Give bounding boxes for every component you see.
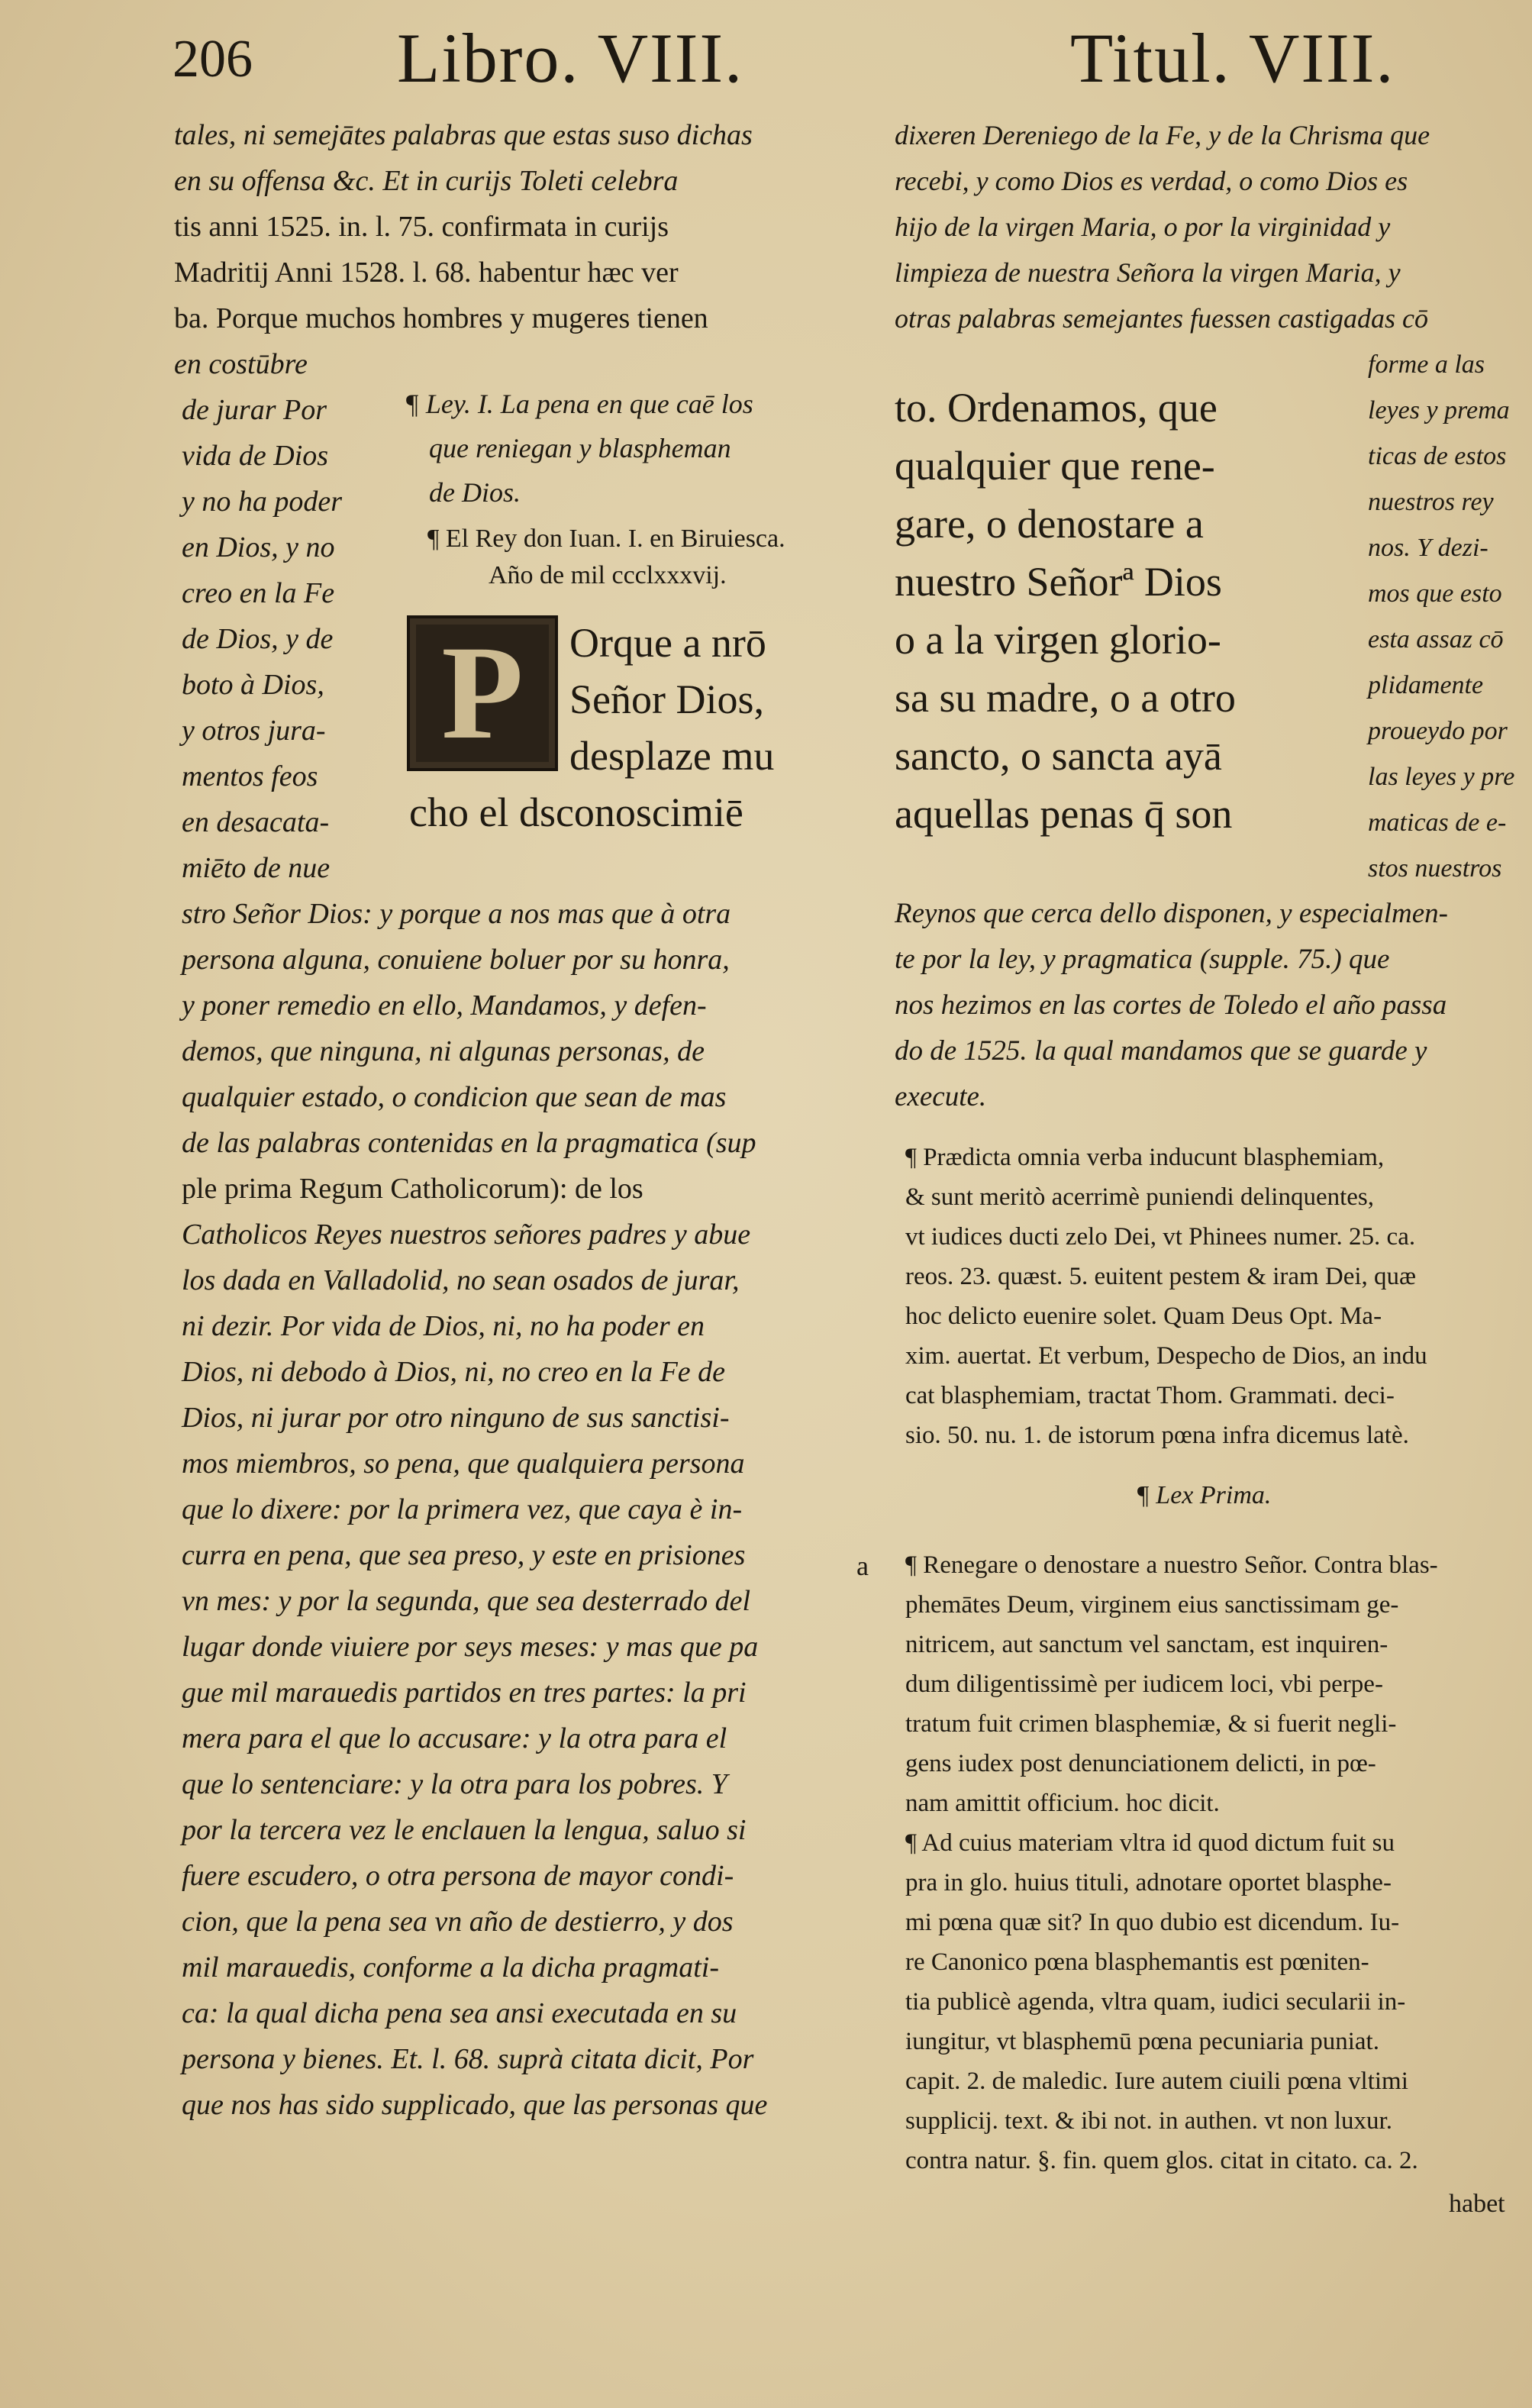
commentary-line: pra in glo. huius tituli, adnotare oportet blasphe- bbox=[905, 1869, 1392, 1896]
drop-cap bbox=[407, 615, 558, 771]
side-line: y otros jura- bbox=[182, 715, 326, 747]
opening-line: Señor Dios, bbox=[569, 676, 764, 722]
commentary-line: tratum fuit crimen blasphemiæ, & si fuerit negli- bbox=[905, 1710, 1397, 1738]
body-line: qualquier estado, o condicion que sean de mas bbox=[182, 1081, 727, 1113]
side-line: de Dios, y de bbox=[182, 623, 334, 655]
commentary-line: tia publicè agenda, vltra quam, iudici secularii in- bbox=[905, 1988, 1406, 2016]
margin-note-line: las leyes y pre bbox=[1368, 763, 1515, 791]
text-line: otras palabras semejantes fuessen castigadas cō bbox=[895, 303, 1428, 334]
margin-note-line: forme a las bbox=[1368, 350, 1485, 379]
body-line: Dios, ni jurar por otro ninguno de sus sanctisi- bbox=[182, 1402, 730, 1434]
side-line: en Dios, y no bbox=[182, 531, 335, 563]
commentary-line: nam amittit officium. hoc dicit. bbox=[905, 1790, 1220, 1817]
margin-note-line: maticas de e- bbox=[1368, 809, 1507, 837]
commentary-line: re Canonico pœna blasphemantis est pœniten- bbox=[905, 1948, 1369, 1976]
commentary-line: xim. auertat. Et verbum, Despecho de Dios, an indu bbox=[905, 1342, 1427, 1370]
law-title-line: de Dios. bbox=[429, 477, 521, 508]
body-line: mera para el que lo accusare: y la otra para el bbox=[182, 1722, 727, 1754]
body-line: que nos has sido supplicado, que las personas que bbox=[182, 2089, 768, 2121]
body-line: ni dezir. Por vida de Dios, ni, no ha poder en bbox=[182, 1310, 705, 1342]
commentary-line: mi pœna quæ sit? In quo dubio est dicendum. Iu- bbox=[905, 1909, 1400, 1936]
margin-note-line: stos nuestros bbox=[1368, 854, 1502, 883]
king-note-line: ¶ El Rey don Iuan. I. en Biruiesca. bbox=[427, 525, 785, 553]
commentary-line: dum diligentissimè per iudicem loci, vbi perpe- bbox=[905, 1670, 1383, 1698]
commentary-line: capit. 2. de maledic. Iure autem ciuili pœna vltimi bbox=[905, 2067, 1408, 2095]
king-note-line: Año de mil ccclxxxvij. bbox=[489, 561, 727, 589]
margin-note-line: esta assaz cō bbox=[1368, 625, 1504, 654]
commentary-line: contra natur. §. fin. quem glos. citat in citato. ca. 2. bbox=[905, 2147, 1418, 2174]
body-line: que lo sentenciare: y la otra para los pobres. Y bbox=[182, 1768, 727, 1800]
text-line: nos hezimos en las cortes de Toledo el año passa bbox=[895, 989, 1447, 1021]
body-line: fuere escudero, o otra persona de mayor condi- bbox=[182, 1860, 734, 1892]
large-line: to. Ordenamos, que bbox=[895, 385, 1218, 431]
commentary-line: iungitur, vt blasphemū pœna pecuniaria puniat. bbox=[905, 2028, 1379, 2055]
body-line: que lo dixere: por la primera vez, que caya è in- bbox=[182, 1493, 743, 1525]
text-line: hijo de la virgen Maria, o por la virginidad y bbox=[895, 211, 1391, 242]
commentary-line: & sunt meritò acerrimè puniendi delinquentes, bbox=[905, 1183, 1374, 1211]
margin-note-line: plidamente bbox=[1368, 671, 1484, 699]
commentary-line: supplicij. text. & ibi not. in authen. vt non luxur. bbox=[905, 2107, 1392, 2135]
side-line: mentos feos bbox=[182, 760, 318, 792]
running-head-left: Libro. VIII. bbox=[397, 19, 744, 97]
text-line: dixeren Dereniego de la Fe, y de la Chrisma que bbox=[895, 120, 1430, 150]
side-line: creo en la Fe bbox=[182, 577, 335, 609]
text-line: recebi, y como Dios es verdad, o como Dios es bbox=[895, 166, 1408, 196]
body-line: gue mil marauedis partidos en tres partes: la pri bbox=[182, 1677, 747, 1709]
side-line: vida de Dios bbox=[182, 440, 329, 472]
text-line: Reynos que cerca dello disponen, y especialmen- bbox=[895, 898, 1449, 929]
large-line: qualquier que rene- bbox=[895, 443, 1215, 489]
body-line: y poner remedio en ello, Mandamos, y defen- bbox=[182, 989, 707, 1022]
commentary-line: nitricem, aut sanctum vel sanctam, est inquiren- bbox=[905, 1631, 1388, 1658]
body-line: persona y bienes. Et. l. 68. suprà citata dicit, Por bbox=[182, 2043, 754, 2075]
body-line: los dada en Valladolid, no sean osados de jurar, bbox=[182, 1264, 740, 1296]
side-line: de jurar Por bbox=[182, 394, 327, 426]
text-line: do de 1525. la qual mandamos que se guarde y bbox=[895, 1035, 1427, 1067]
body-line: mil marauedis, conforme a la dicha pragmati- bbox=[182, 1951, 720, 1984]
body-line: mos miembros, so pena, que qualquiera persona bbox=[182, 1448, 745, 1480]
body-line: vn mes: y por la segunda, que sea desterrado del bbox=[182, 1585, 751, 1617]
body-line: ca: la qual dicha pena sea ansi executada en su bbox=[182, 1997, 737, 2029]
commentary-line: sio. 50. nu. 1. de istorum pœna infra dicemus latè. bbox=[905, 1422, 1409, 1449]
lex-prima-heading: ¶ Lex Prima. bbox=[1136, 1481, 1272, 1509]
law-title-line: ¶ Ley. I. La pena en que caē los bbox=[405, 389, 753, 419]
side-line: boto à Dios, bbox=[182, 669, 324, 701]
page-number: 206 bbox=[173, 30, 253, 89]
text-line: en su offensa &c. Et in curijs Toleti celebra bbox=[174, 165, 679, 197]
commentary-line: cat blasphemiam, tractat Thom. Grammati. deci- bbox=[905, 1382, 1395, 1409]
opening-line: Orque a nrō bbox=[569, 620, 766, 666]
text-line: tales, ni semejātes palabras que estas suso dichas bbox=[174, 119, 753, 151]
drop-cap-letter: P bbox=[441, 618, 524, 767]
catchword: habet bbox=[1449, 2190, 1505, 2218]
margin-note-line: nos. Y dezi- bbox=[1368, 534, 1488, 562]
commentary-line: ¶ Ad cuius materiam vltra id quod dictum fuit su bbox=[905, 1829, 1395, 1857]
body-line: por la tercera vez le enclauen la lengua, saluo si bbox=[182, 1814, 747, 1846]
large-line: gare, o denostare a bbox=[895, 501, 1204, 547]
text-line: execute. bbox=[895, 1081, 987, 1112]
body-line: cion, que la pena sea vn año de destierro, y dos bbox=[182, 1906, 734, 1938]
large-line: aquellas penas q̄ son bbox=[895, 791, 1233, 837]
large-line: nuestro Señorª Dios bbox=[895, 559, 1222, 605]
opening-line: desplaze mu bbox=[569, 733, 775, 779]
commentary-line: ¶ Renegare o denostare a nuestro Señor. Contra blas- bbox=[905, 1551, 1438, 1579]
body-line: stro Señor Dios: y porque a nos mas que à otra bbox=[182, 898, 731, 930]
body-line: demos, que ninguna, ni algunas personas, de bbox=[182, 1035, 705, 1067]
commentary-line: gens iudex post denunciationem delicti, in pœ- bbox=[905, 1750, 1376, 1777]
text-line: Madritij Anni 1528. l. 68. habentur hæc ver bbox=[174, 257, 679, 289]
body-line: lugar donde viuiere por seys meses: y mas que pa bbox=[182, 1631, 759, 1663]
margin-note-line: nuestros rey bbox=[1368, 488, 1494, 516]
text-line: en costūbre bbox=[174, 348, 308, 380]
commentary-line: phemātes Deum, virginem eius sanctissimam ge- bbox=[905, 1591, 1399, 1619]
text-line: tis anni 1525. in. l. 75. confirmata in curijs bbox=[174, 211, 669, 243]
opening-line: cho el dsconoscimiē bbox=[409, 789, 743, 835]
text-line: te por la ley, y pragmatica (supple. 75.) que bbox=[895, 944, 1390, 975]
side-line: y no ha poder bbox=[182, 486, 343, 518]
body-line: ple prima Regum Catholicorum): de los bbox=[182, 1173, 643, 1205]
side-line: en desacata- bbox=[182, 806, 330, 838]
margin-note-line: leyes y prema bbox=[1368, 396, 1510, 424]
side-line: miēto de nue bbox=[182, 852, 331, 884]
body-line: curra en pena, que sea preso, y este en prisiones bbox=[182, 1539, 746, 1571]
law-title-line: que reniegan y blaspheman bbox=[429, 433, 731, 463]
body-line: Catholicos Reyes nuestros señores padres y abue bbox=[182, 1219, 751, 1251]
text-line: limpieza de nuestra Señora la virgen Maria, y bbox=[895, 257, 1401, 288]
text-line: ba. Porque muchos hombres y mugeres tienen bbox=[174, 302, 708, 334]
commentary-line: reos. 23. quæst. 5. euitent pestem & iram Dei, quæ bbox=[905, 1263, 1417, 1290]
margin-note-line: ticas de estos bbox=[1368, 442, 1507, 470]
commentary-line: ¶ Prædicta omnia verba inducunt blasphemiam, bbox=[905, 1144, 1385, 1171]
body-line: persona alguna, conuiene boluer por su honra, bbox=[182, 944, 730, 976]
large-line: sa su madre, o a otro bbox=[895, 675, 1236, 721]
large-line: sancto, o sancta ayā bbox=[895, 733, 1222, 779]
margin-letter: a bbox=[856, 1551, 869, 1581]
commentary-line: hoc delicto euenire solet. Quam Deus Opt. Ma- bbox=[905, 1302, 1382, 1330]
large-line: o a la virgen glorio- bbox=[895, 617, 1221, 663]
margin-note-line: proueydo por bbox=[1368, 717, 1508, 745]
commentary-line: vt iudices ducti zelo Dei, vt Phinees numer. 25. ca. bbox=[905, 1223, 1416, 1251]
margin-note-line: mos que esto bbox=[1368, 579, 1502, 608]
body-line: Dios, ni debodo à Dios, ni, no creo en la Fe de bbox=[182, 1356, 726, 1388]
running-head-right: Titul. VIII. bbox=[1070, 19, 1395, 97]
body-line: de las palabras contenidas en la pragmatica (sup bbox=[182, 1127, 756, 1159]
